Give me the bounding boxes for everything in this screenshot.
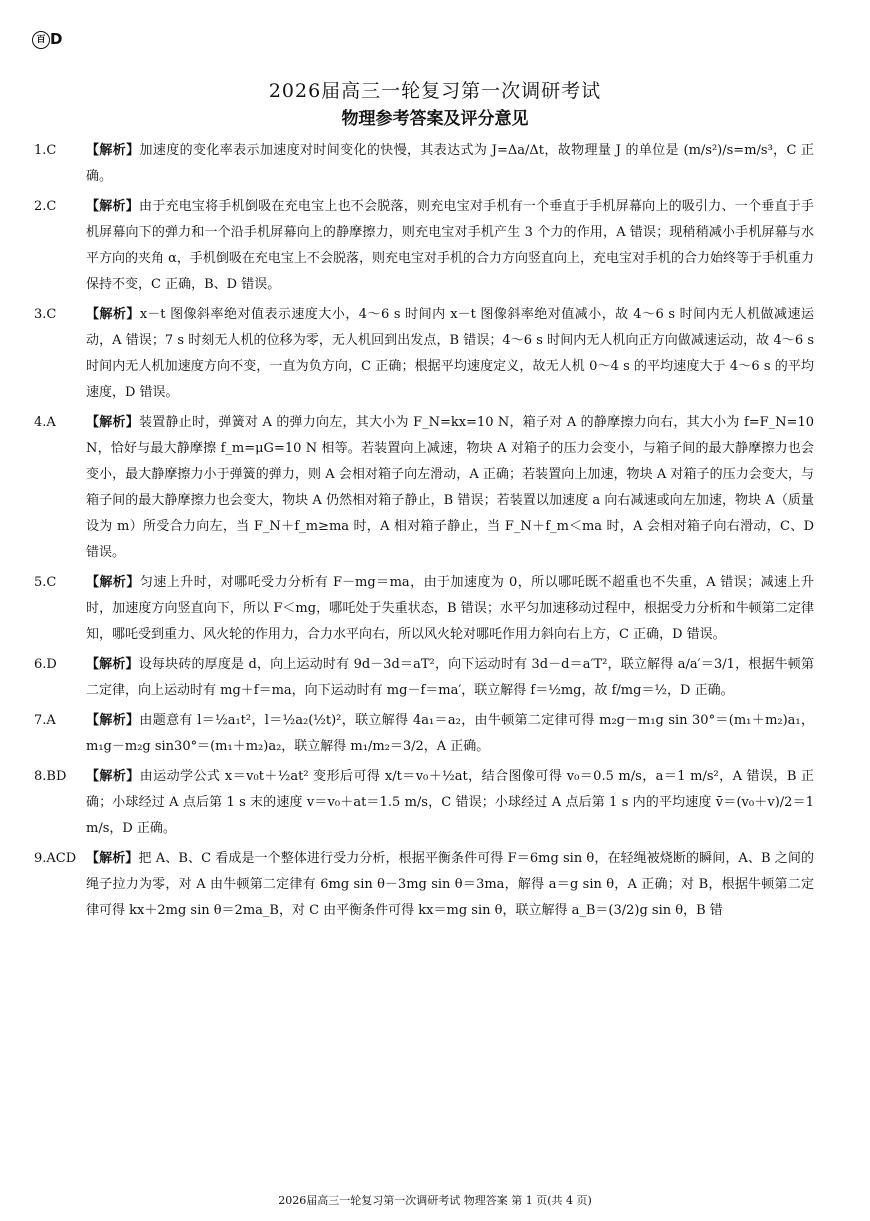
analysis-body: 由题意有 l＝½a₁t²，l＝½a₂(½t)²，联立解得 4a₁＝a₂，由牛顿第二定律可得 m₂g－m₁g sin 30°＝(m₁＋m₂)a₁，m₁g－m₂g sin30°＝(m₁＋m₂)a₂，联立解得 m₁/m₂＝3/2，A 正确。 <box>86 713 814 754</box>
answer-text <box>86 652 814 704</box>
answer-number: 8.BD <box>34 769 67 784</box>
answer-item <box>34 846 814 924</box>
answer-item <box>34 764 814 842</box>
page-title: 2026届高三一轮复习第一次调研考试 <box>268 80 602 102</box>
answer-item <box>34 194 814 298</box>
answer-text <box>86 708 814 760</box>
answer-list <box>34 138 814 928</box>
analysis-tag: 【解析】 <box>86 199 139 214</box>
answer-item <box>34 570 814 648</box>
analysis-body: 由于充电宝将手机倒吸在充电宝上也不会脱落，则充电宝对手机有一个垂直于手机屏幕向上的吸引力、一个垂直于手机屏幕向下的弹力和一个沿手机屏幕向上的静摩擦力，则充电宝对手机产生 3 个力的作用，A 错误；现稍稍减小手机屏幕与水平方向的夹角 α，手机倒吸在充电宝上不会脱落，则充电宝对手机的合力方向竖直向上，充电宝对手机的合力始终等于手机重力保持不变，C 正确，B、D 错误。 <box>86 199 814 292</box>
answer-number: 2.C <box>34 199 57 214</box>
answer-item <box>34 410 814 566</box>
analysis-body: 加速度的变化率表示加速度对时间变化的快慢，其表达式为 J=Δa/Δt，故物理量 J 的单位是 (m/s²)/s=m/s³，C 正确。 <box>86 143 814 184</box>
answer-number: 4.A <box>34 415 56 430</box>
page-subtitle: 物理参考答案及评分意见 <box>341 109 529 129</box>
answer-text <box>86 570 814 648</box>
analysis-body: 设每块砖的厚度是 d，向上运动时有 9d－3d＝aT²，向下运动时有 3d－d＝a′T²，联立解得 a/a′＝3/1，根据牛顿第二定律，向上运动时有 mg＋f＝ma，向下运动时有 mg－f＝ma′，联立解得 f＝½mg，故 f/mg＝½，D 正确。 <box>86 657 814 698</box>
analysis-body: 由运动学公式 x＝v₀t＋½at² 变形后可得 x/t＝v₀＋½at，结合图像可得 v₀＝0.5 m/s，a＝1 m/s²，A 错误，B 正确；小球经过 A 点后第 1 s 末的速度 v＝v₀＋at＝1.5 m/s，C 错误；小球经过 A 点后第 1 s 内的平均速度 v̄＝(v₀＋v)/2＝1 m/s，D 正确。 <box>86 769 814 836</box>
analysis-body: 装置静止时，弹簧对 A 的弹力向左，其大小为 F_N=kx=10 N，箱子对 A 的静摩擦力向右，其大小为 f=F_N=10 N，恰好与最大静摩擦 f_m=μG=10 N 相等。若装置向上减速，物块 A 对箱子的压力会变小，与箱子间的最大静摩擦力也会变小，最大静摩擦力小于弹簧的弹力，则 A 会相对箱子向左滑动，A 正确；若装置向上加速，物块 A 对箱子的压力会变大，与箱子间的最大静摩擦力也会变大，物块 A 仍然相对箱子静止，B 错误；若装置以加速度 a 向右减速或向左加速，物块 A（质量设为 m）所受合力向左，当 F_N＋f_m≥ma 时，A 相对箱子静止，当 F_N＋f_m＜ma 时，A 会相对箱子向右滑动，C、D 错误。 <box>86 415 814 560</box>
answer-text <box>86 138 814 190</box>
answer-item <box>34 708 814 760</box>
answer-number: 6.D <box>34 657 57 672</box>
answer-number: 7.A <box>34 713 56 728</box>
analysis-body: 把 A、B、C 看成是一个整体进行受力分析，根据平衡条件可得 F＝6mg sin θ，在轻绳被烧断的瞬间，A、B 之间的绳子拉力为零，对 A 由牛顿第二定律有 6mg sin θ－3mg sin θ＝3ma，解得 a＝g sin θ，A 正确；对 B，根据牛顿第二定律可得 kx＋2mg sin θ＝2ma_B，对 C 由平衡条件可得 kx＝mg sin θ，联立解得 a_B＝(3/2)g sin θ，B 错 <box>86 851 814 918</box>
answer-item <box>34 652 814 704</box>
analysis-body: 匀速上升时，对哪吒受力分析有 F－mg＝ma，由于加速度为 0，所以哪吒既不超重也不失重，A 错误；减速上升时，加速度方向竖直向下，所以 F＜mg，哪吒处于失重状态，B 错误；水平匀加速移动过程中，根据受力分析和牛顿第二定律知，哪吒受到重力、风火轮的作用力，合力水平向右，所以风火轮对哪吒作用力斜向右上方，C 正确，D 错误。 <box>86 575 814 642</box>
answer-number: 5.C <box>34 575 57 590</box>
answer-item <box>34 302 814 406</box>
analysis-body: x－t 图像斜率绝对值表示速度大小，4～6 s 时间内 x－t 图像斜率绝对值减小，故 4～6 s 时间内无人机做减速运动，A 错误；7 s 时刻无人机的位移为零，无人机回到出发点，B 错误；4～6 s 时间内无人机向正方向做减速运动，故 4～6 s 时间内无人机加速度方向不变，一直为负方向，C 正确；根据平均速度定义，故无人机 0～4 s 的平均速度大于 4～6 s 的平均速度，D 错误。 <box>86 307 814 400</box>
answer-text <box>86 410 814 566</box>
analysis-tag: 【解析】 <box>86 143 140 158</box>
answer-number: 3.C <box>34 307 57 322</box>
answer-number: 1.C <box>34 143 57 158</box>
page-footer: 2026届高三一轮复习第一次调研考试 物理答案 第 1 页(共 4 页) <box>278 1194 592 1207</box>
answer-text <box>86 846 814 924</box>
answer-text <box>86 194 814 298</box>
logo: 百 D <box>32 30 62 49</box>
analysis-tag: 【解析】 <box>86 713 140 728</box>
analysis-tag: 【解析】 <box>86 415 139 430</box>
answer-text <box>86 302 814 406</box>
answer-item <box>34 138 814 190</box>
answer-text <box>86 764 814 842</box>
analysis-tag: 【解析】 <box>86 769 140 784</box>
answer-number: 9.ACD <box>34 851 77 866</box>
analysis-tag: 【解析】 <box>86 851 139 866</box>
analysis-tag: 【解析】 <box>86 307 140 322</box>
logo-circle-icon: 百 <box>32 31 50 49</box>
analysis-tag: 【解析】 <box>86 575 140 590</box>
analysis-tag: 【解析】 <box>86 657 139 672</box>
